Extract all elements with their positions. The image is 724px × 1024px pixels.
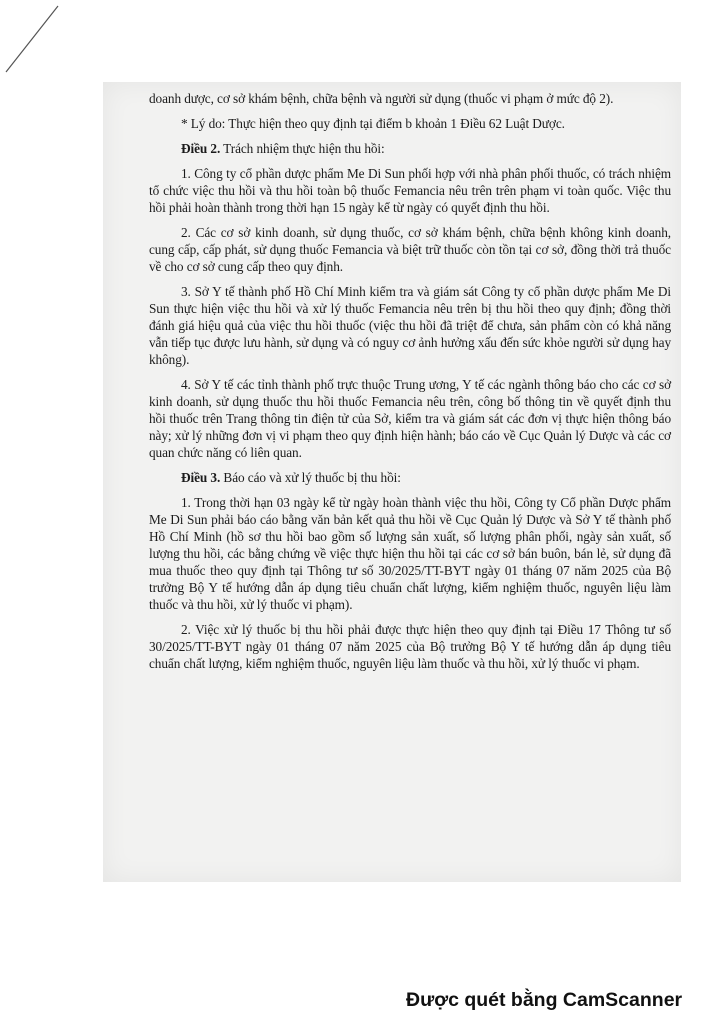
article-3-item-2: 2. Việc xử lý thuốc bị thu hồi phải được thực hiện theo quy định tại Điều 17 Thông tư số 30/2025/TT-BYT ngày 01 tháng 07 năm 2025 của Bộ trưởng Bộ Y tế hướng dẫn áp dụng tiêu chuẩn chất lượng, kiểm nghiệm thuốc, nguyên liệu làm thuốc và thu hồi, xử lý thuốc vi phạm. [149,622,671,671]
article-2-item-2: 2. Các cơ sở kinh doanh, sử dụng thuốc, cơ sở khám bệnh, chữa bệnh không kinh doanh, cung cấp, cấp phát, sử dụng thuốc Femancia và biệt trữ thuốc còn tồn tại cơ sở, đồng thời trả thuốc về cho cơ sở cung cấp theo quy định. [149,225,671,274]
article-2-label: Điều 2. [181,141,221,156]
article-3-item-1: 1. Trong thời hạn 03 ngày kể từ ngày hoàn thành việc thu hồi, Công ty Cổ phần Dược phẩm Me Di Sun phải báo cáo bằng văn bản kết quả thu hồi về Cục Quản lý Dược và Sở Y tế thành phố Hồ Chí Minh (hồ sơ thu hồi bao gồm số lượng sản xuất, số lượng phân phối, ngày sản xuất, số lượng thu hồi, các bằng chứng về việc thực hiện thu hồi tại các cơ sở bán buôn, bán lẻ, sử dụng đã mua thuốc theo quy định tại Thông tư số 30/2025/TT-BYT ngày 01 tháng 07 năm 2025 của Bộ trưởng Bộ Y tế hướng dẫn áp dụng tiêu chuẩn chất lượng, kiểm nghiệm thuốc, nguyên liệu làm thuốc và thu hồi, xử lý thuốc vi phạm). [149,495,671,612]
paragraph-reason: * Lý do: Thực hiện theo quy định tại điểm b khoản 1 Điều 62 Luật Dược. [181,116,565,131]
article-2-title: Trách nhiệm thực hiện thu hồi: [220,141,385,156]
article-2-item-4: 4. Sở Y tế các tỉnh thành phố trực thuộc Trung ương, Y tế các ngành thông báo cho các cơ sở kinh doanh, sử dụng thuốc thu hồi thuốc Femancia nêu trên, công bố thông tin về quyết định thu hồi thuốc trên Trang thông tin điện tử của Sở, kiểm tra và giám sát các đơn vị thực hiện thông báo này; xử lý những đơn vị vi phạm theo quy định hiện hành; báo cáo về Cục Quản lý Dược và các cơ quan chức năng có liên quan. [149,377,671,460]
document-body [149,90,671,680]
article-2-item-3: 3. Sở Y tế thành phố Hồ Chí Minh kiểm tra và giám sát Công ty cổ phần dược phẩm Me Di Sun thực hiện việc thu hồi và xử lý thuốc Femancia nêu trên bị thu hồi theo quy định; đồng thời đánh giá hiệu quả của việc thu hồi thuốc (việc thu hồi đã triệt để chưa, sản phẩm còn có khả năng vẫn tiếp tục được lưu hành, sử dụng và có nguy cơ ảnh hưởng xấu đến sức khỏe người sử dụng hay không). [149,284,671,367]
article-3-label: Điều 3. [181,470,221,485]
article-3-title: Báo cáo và xử lý thuốc bị thu hồi: [220,470,401,485]
paragraph-continuation: doanh dược, cơ sở khám bệnh, chữa bệnh và người sử dụng (thuốc vi phạm ở mức độ 2). [149,91,614,106]
article-3-heading [149,469,671,486]
article-2-heading [149,140,671,157]
scan-edge-line [0,0,70,80]
scanned-page [103,82,681,882]
camscanner-watermark: Được quét bằng CamScanner [406,989,683,1011]
article-2-item-1: 1. Công ty cổ phần dược phẩm Me Di Sun phối hợp với nhà phân phối thuốc, có trách nhiệm tổ chức việc thu hồi và thu hồi toàn bộ thuốc Femancia nêu trên trên phạm vi toàn quốc. Việc thu hồi phải hoàn thành trong thời hạn 15 ngày kể từ ngày có quyết định thu hồi. [149,166,671,215]
